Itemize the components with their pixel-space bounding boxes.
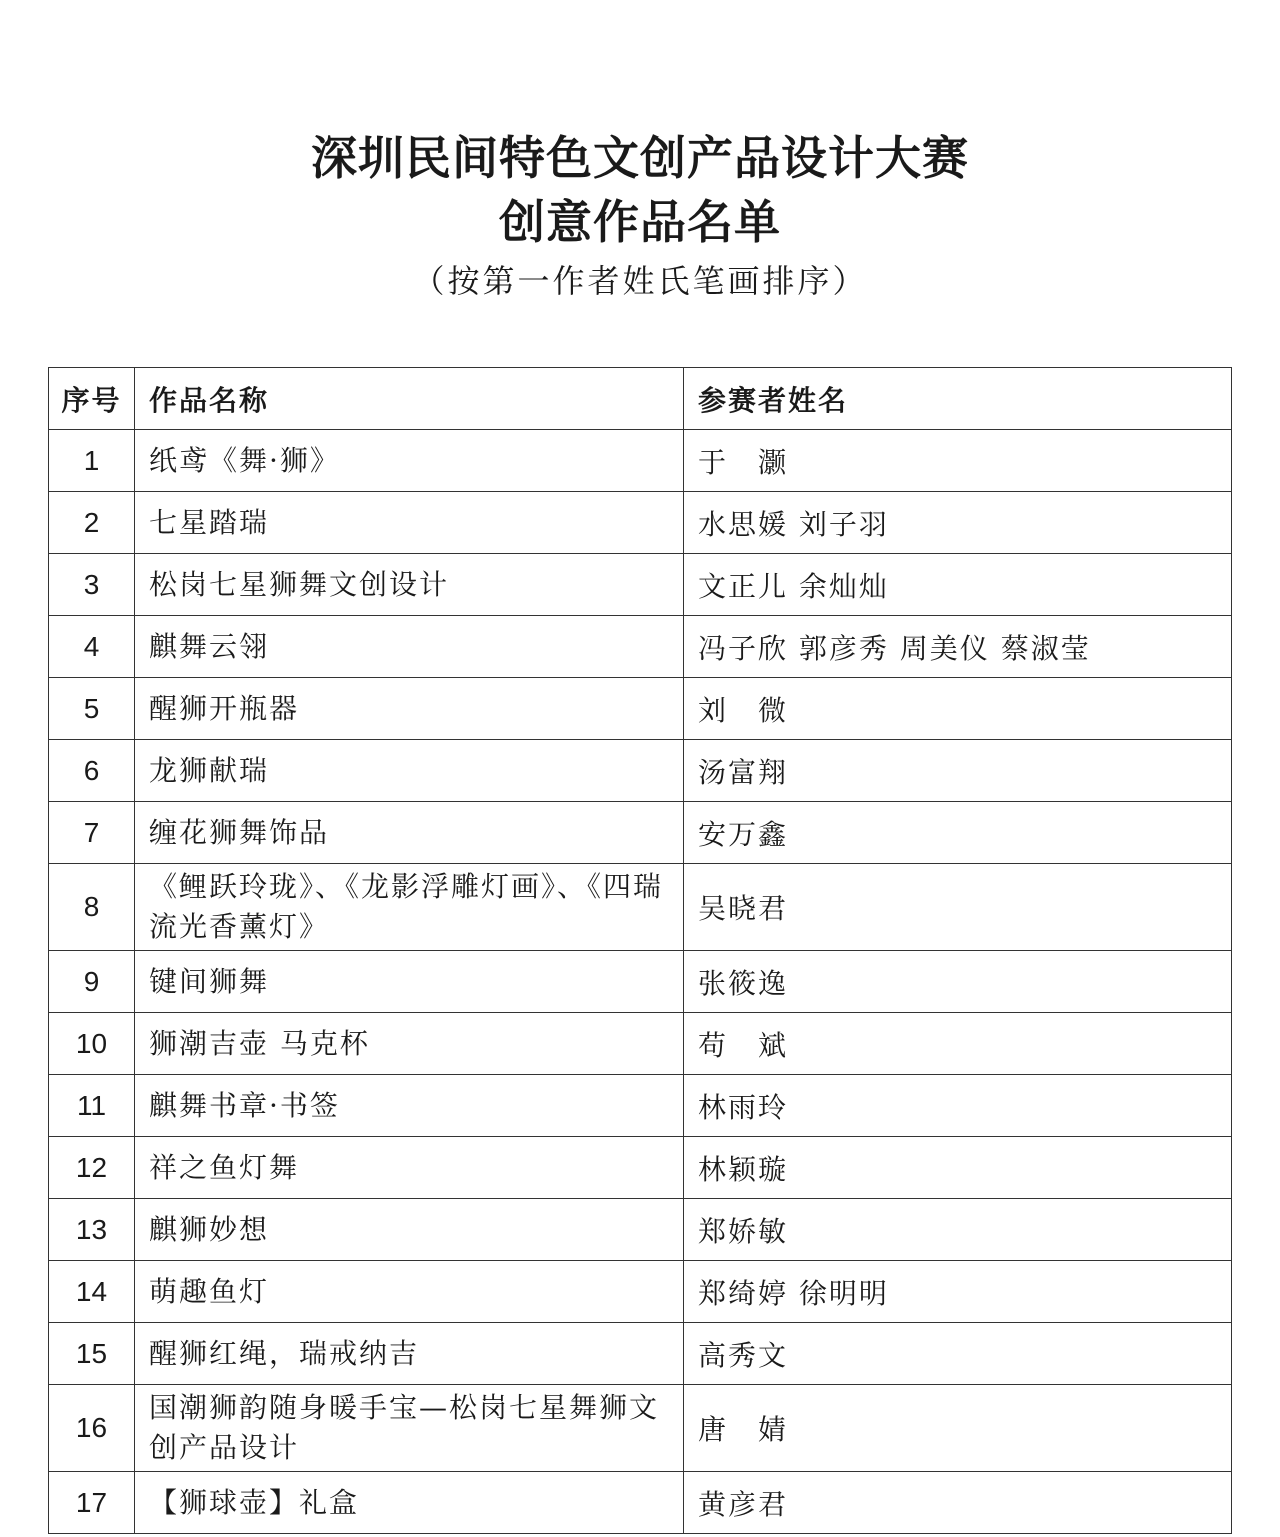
table-row [49, 1385, 1232, 1472]
work-title: 松岗七星狮舞文创设计 [135, 554, 684, 616]
row-number: 12 [49, 1137, 135, 1199]
author-names: 冯子欣 郭彦秀 周美仪 蔡淑莹 [684, 616, 1232, 678]
row-number: 3 [49, 554, 135, 616]
work-title: 纸鸢《舞·狮》 [135, 430, 684, 492]
author-names: 唐 婧 [684, 1385, 1232, 1472]
author-names: 高秀文 [684, 1323, 1232, 1385]
row-number: 5 [49, 678, 135, 740]
row-number: 14 [49, 1261, 135, 1323]
works-table [48, 367, 1232, 1534]
work-title: 键间狮舞 [135, 951, 684, 1013]
author-names: 刘 微 [684, 678, 1232, 740]
table-row [49, 616, 1232, 678]
document-title: 深圳民间特色文创产品设计大赛 [311, 131, 969, 185]
row-number: 7 [49, 802, 135, 864]
author-names: 汤富翔 [684, 740, 1232, 802]
column-header-author: 参赛者姓名 [684, 368, 1232, 430]
table-row [49, 864, 1232, 951]
work-title: 醒狮开瓶器 [135, 678, 684, 740]
author-names: 林雨玲 [684, 1075, 1232, 1137]
work-title: 缠花狮舞饰品 [135, 802, 684, 864]
row-number: 1 [49, 430, 135, 492]
row-number: 4 [49, 616, 135, 678]
author-names: 于 灏 [684, 430, 1232, 492]
column-header-title: 作品名称 [135, 368, 684, 430]
table-row [49, 951, 1232, 1013]
table-row [49, 430, 1232, 492]
work-title: 麒舞云翎 [135, 616, 684, 678]
work-title: 国潮狮韵随身暖手宝—松岗七星舞狮文创产品设计 [135, 1385, 684, 1472]
work-title: 狮潮吉壶 马克杯 [135, 1013, 684, 1075]
column-header-number: 序号 [49, 368, 135, 430]
row-number: 6 [49, 740, 135, 802]
work-title: 七星踏瑞 [135, 492, 684, 554]
work-title: 龙狮献瑞 [135, 740, 684, 802]
row-number: 15 [49, 1323, 135, 1385]
table-row [49, 802, 1232, 864]
table-row [49, 554, 1232, 616]
work-title: 《鲤跃玲珑》、《龙影浮雕灯画》、《四瑞流光香薰灯》 [135, 864, 684, 951]
work-title: 萌趣鱼灯 [135, 1261, 684, 1323]
author-names: 黄彦君 [684, 1472, 1232, 1534]
document-title-line2: 创意作品名单 [499, 195, 781, 249]
row-number: 16 [49, 1385, 135, 1472]
row-number: 13 [49, 1199, 135, 1261]
row-number: 8 [49, 864, 135, 951]
author-names: 水思媛 刘子羽 [684, 492, 1232, 554]
author-names: 张筱逸 [684, 951, 1232, 1013]
row-number: 9 [49, 951, 135, 1013]
author-names: 郑娇敏 [684, 1199, 1232, 1261]
author-names: 吴晓君 [684, 864, 1232, 951]
author-names: 苟 斌 [684, 1013, 1232, 1075]
author-names: 文正儿 余灿灿 [684, 554, 1232, 616]
table-row [49, 1323, 1232, 1385]
work-title: 祥之鱼灯舞 [135, 1137, 684, 1199]
author-names: 安万鑫 [684, 802, 1232, 864]
author-names: 郑绮婷 徐明明 [684, 1261, 1232, 1323]
table-row [49, 1472, 1232, 1534]
work-title: 醒狮红绳，瑞戒纳吉 [135, 1323, 684, 1385]
work-title: 麒舞书章·书签 [135, 1075, 684, 1137]
row-number: 10 [49, 1013, 135, 1075]
row-number: 17 [49, 1472, 135, 1534]
row-number: 11 [49, 1075, 135, 1137]
document-subtitle: （按第一作者姓氏笔画排序） [412, 262, 868, 300]
work-title: 【狮球壶】礼盒 [135, 1472, 684, 1534]
table-row [49, 1137, 1232, 1199]
table-row [49, 1013, 1232, 1075]
author-names: 林颖璇 [684, 1137, 1232, 1199]
table-row [49, 1261, 1232, 1323]
table-row [49, 1075, 1232, 1137]
table-row [49, 678, 1232, 740]
table-row [49, 740, 1232, 802]
work-title: 麒狮妙想 [135, 1199, 684, 1261]
row-number: 2 [49, 492, 135, 554]
table-row [49, 492, 1232, 554]
table-header-row [49, 368, 1232, 430]
table-row [49, 1199, 1232, 1261]
